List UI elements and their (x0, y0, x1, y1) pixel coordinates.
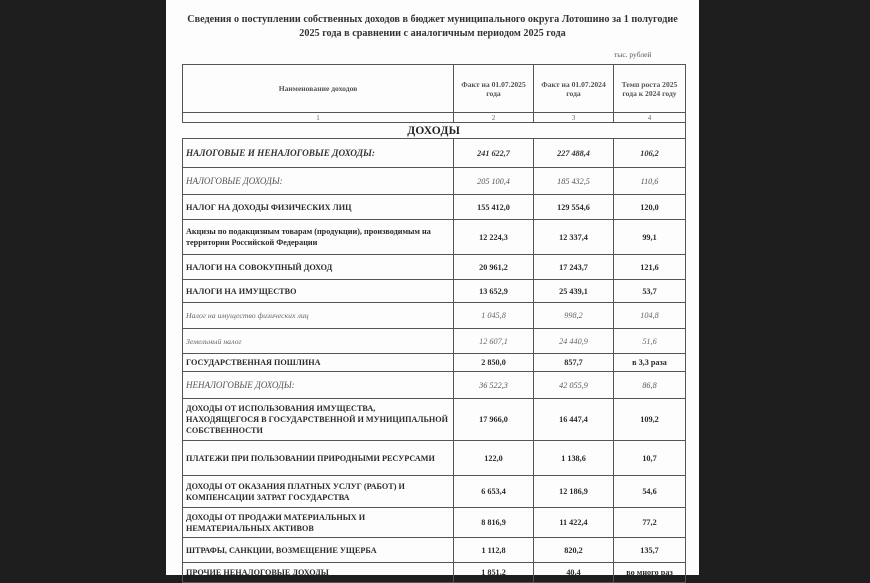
fact-2024-value: 17 243,7 (534, 255, 614, 280)
growth-value: 109,2 (614, 399, 686, 441)
fact-2024-value: 40,4 (534, 563, 614, 583)
row-name: НАЛОГОВЫЕ И НЕНАЛОГОВЫЕ ДОХОДЫ: (183, 139, 454, 168)
fact-2024-value: 12 186,9 (534, 476, 614, 508)
row-name: Акцизы по подакцизным товарам (продукции), производимым на территории Российской Федерации (183, 220, 454, 255)
table-row (183, 372, 686, 399)
fact-2025-value: 205 100,4 (454, 168, 534, 195)
header-fact-2024: Факт на 01.07.2024 года (534, 65, 614, 113)
column-number: 2 (454, 113, 534, 123)
growth-value: в 3,3 раза (614, 354, 686, 372)
fact-2024-value: 1 138,6 (534, 441, 614, 476)
header-growth: Темп роста 2025 года к 2024 году (614, 65, 686, 113)
revenue-table (182, 64, 686, 583)
fact-2025-value: 1 112,8 (454, 538, 534, 563)
fact-2025-value: 36 522,3 (454, 372, 534, 399)
table-row (183, 563, 686, 583)
table-header-row (183, 65, 686, 113)
fact-2024-value: 129 554,6 (534, 195, 614, 220)
table-row (183, 329, 686, 354)
fact-2025-value: 155 412,0 (454, 195, 534, 220)
fact-2025-value: 6 653,4 (454, 476, 534, 508)
fact-2025-value: 13 652,9 (454, 280, 534, 303)
row-name: НАЛОГ НА ДОХОДЫ ФИЗИЧЕСКИХ ЛИЦ (183, 195, 454, 220)
table-row (183, 399, 686, 441)
fact-2024-value: 857,7 (534, 354, 614, 372)
growth-value: 99,1 (614, 220, 686, 255)
growth-value: 120,0 (614, 195, 686, 220)
fact-2024-value: 16 447,4 (534, 399, 614, 441)
column-number: 4 (614, 113, 686, 123)
table-row (183, 280, 686, 303)
fact-2024-value: 820,2 (534, 538, 614, 563)
growth-value: 110,6 (614, 168, 686, 195)
fact-2024-value: 12 337,4 (534, 220, 614, 255)
column-number-row (183, 113, 686, 123)
fact-2024-value: 24 440,9 (534, 329, 614, 354)
fact-2025-value: 2 850,0 (454, 354, 534, 372)
growth-value: 104,8 (614, 303, 686, 329)
fact-2025-value: 241 622,7 (454, 139, 534, 168)
fact-2025-value: 20 961,2 (454, 255, 534, 280)
table-row (183, 354, 686, 372)
row-name: НАЛОГОВЫЕ ДОХОДЫ: (183, 168, 454, 195)
growth-value: 51,6 (614, 329, 686, 354)
section-row (183, 123, 686, 139)
header-name: Наименование доходов (183, 65, 454, 113)
table-row (183, 538, 686, 563)
row-name: ГОСУДАРСТВЕННАЯ ПОШЛИНА (183, 354, 454, 372)
fact-2025-value: 1 045,8 (454, 303, 534, 329)
document-title (166, 13, 699, 41)
title-line-1: Сведения о поступлении собственных доходов в бюджет муниципального округа Лотошино за 1 полугодие (187, 14, 678, 25)
row-name: ДОХОДЫ ОТ ОКАЗАНИЯ ПЛАТНЫХ УСЛУГ (РАБОТ) И КОМПЕНСАЦИИ ЗАТРАТ ГОСУДАРСТВА (183, 476, 454, 508)
title-line-2: 2025 года в сравнении с аналогичным периодом 2025 года (299, 28, 566, 39)
growth-value: 106,2 (614, 139, 686, 168)
row-name: НАЛОГИ НА СОВОКУПНЫЙ ДОХОД (183, 255, 454, 280)
growth-value: 10,7 (614, 441, 686, 476)
fact-2024-value: 185 432,5 (534, 168, 614, 195)
row-name: ДОХОДЫ ОТ ИСПОЛЬЗОВАНИЯ ИМУЩЕСТВА, НАХОДЯЩЕГОСЯ В ГОСУДАРСТВЕННОЙ И МУНИЦИПАЛЬНОЙ СОБСТВЕННОСТИ (183, 399, 454, 441)
fact-2024-value: 25 439,1 (534, 280, 614, 303)
fact-2024-value: 42 055,9 (534, 372, 614, 399)
fact-2025-value: 17 966,0 (454, 399, 534, 441)
section-title: ДОХОДЫ (183, 123, 686, 139)
fact-2025-value: 122,0 (454, 441, 534, 476)
table-row (183, 168, 686, 195)
table-row (183, 476, 686, 508)
fact-2024-value: 227 488,4 (534, 139, 614, 168)
row-name: ПРОЧИЕ НЕНАЛОГОВЫЕ ДОХОДЫ (183, 563, 454, 583)
growth-value: 121,6 (614, 255, 686, 280)
table-row (183, 303, 686, 329)
growth-value: 54,6 (614, 476, 686, 508)
table-row (183, 195, 686, 220)
growth-value: 86,8 (614, 372, 686, 399)
row-name: Земельный налог (183, 329, 454, 354)
row-name: Налог на имущество физических лиц (183, 303, 454, 329)
column-number: 1 (183, 113, 454, 123)
growth-value: 77,2 (614, 508, 686, 538)
fact-2025-value: 12 607,1 (454, 329, 534, 354)
fact-2024-value: 11 422,4 (534, 508, 614, 538)
header-fact-2025: Факт на 01.07.2025 года (454, 65, 534, 113)
fact-2024-value: 998,2 (534, 303, 614, 329)
fact-2025-value: 8 816,9 (454, 508, 534, 538)
row-name: НАЛОГИ НА ИМУЩЕСТВО (183, 280, 454, 303)
growth-value: 53,7 (614, 280, 686, 303)
fact-2025-value: 1 851,2 (454, 563, 534, 583)
table-row (183, 441, 686, 476)
table-row (183, 139, 686, 168)
table-row (183, 508, 686, 538)
document-page (166, 0, 699, 575)
units-label: тыс. рублей (614, 50, 652, 59)
fact-2025-value: 12 224,3 (454, 220, 534, 255)
growth-value: во много раз (614, 563, 686, 583)
table-row (183, 220, 686, 255)
column-number: 3 (534, 113, 614, 123)
table-row (183, 255, 686, 280)
row-name: НЕНАЛОГОВЫЕ ДОХОДЫ: (183, 372, 454, 399)
row-name: ПЛАТЕЖИ ПРИ ПОЛЬЗОВАНИИ ПРИРОДНЫМИ РЕСУРСАМИ (183, 441, 454, 476)
growth-value: 135,7 (614, 538, 686, 563)
row-name: ДОХОДЫ ОТ ПРОДАЖИ МАТЕРИАЛЬНЫХ И НЕМАТЕРИАЛЬНЫХ АКТИВОВ (183, 508, 454, 538)
row-name: ШТРАФЫ, САНКЦИИ, ВОЗМЕЩЕНИЕ УЩЕРБА (183, 538, 454, 563)
